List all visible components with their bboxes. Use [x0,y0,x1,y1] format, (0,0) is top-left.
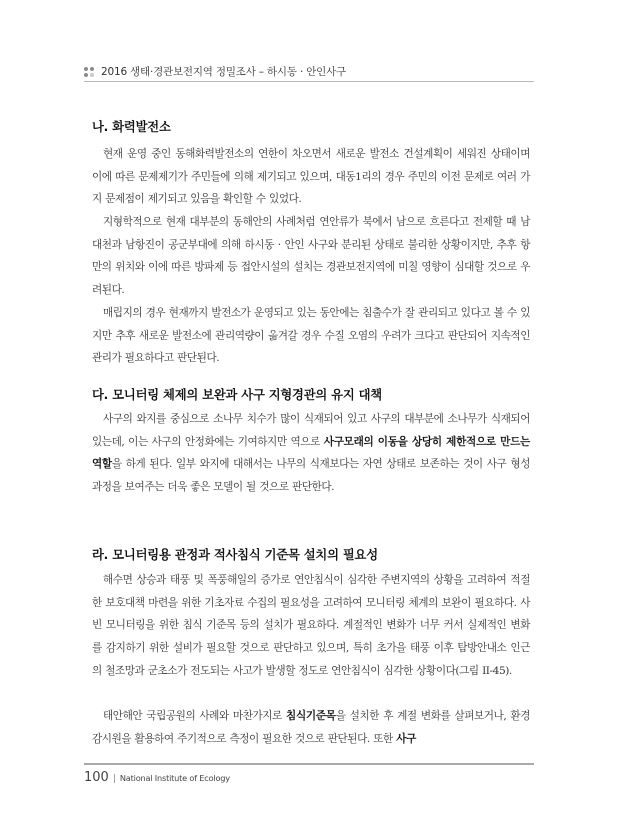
body-text: 사구의 와지를 중심으로 소나무 치수가 많이 식재되어 있고 사구의 대부분에 소나무가 식재되어 있는데, 이는 사구의 안정화에는 기여하지만 역으로 [92,413,530,448]
footer-separator: | [112,774,116,784]
header-dots-icon [84,67,94,77]
paragraph [92,302,530,370]
paragraph [92,705,530,750]
header-title: 2016 생태·경관보전지역 정밀조사 – 하시동 · 안인사구 [101,66,346,78]
body-text: 을 하게 된다. 일부 와지에 대해서는 나무의 식재보다는 자연 상태로 보존하는 것이 사구 형성과정을 보여주는 더욱 좋은 모델이 될 것으로 판단한다. [92,458,530,494]
paragraph [92,143,530,211]
body-text: 매립지의 경우 현재까지 발전소가 운영되고 있는 동안에는 침출수가 잘 관리되고 있다고 볼 수 있지만 추후 새로운 발전소에 관리역량이 옮겨갈 경우 수질 오염의 우려가 크다고 판단되어 지속적인 관리가 필요하다고 판단된다. [92,307,530,365]
section-heading-monitoring: 다. 모니터링 체제의 보완과 사구 지형경관의 유지 대책 [92,388,382,402]
emphasis-text: 사구모래의 이동을 상당히 제한적으로 만드는 역할 [92,435,530,471]
header-divider [84,81,534,82]
body-text: 지형학적으로 현재 대부분의 동해안의 사례처럼 연안류가 북에서 남으로 흐른다고 전제할 때 남대천과 남항진이 공군부대에 의해 하시동 · 안인 사구와 분리된 상태로 불리한 상황이지만, 추후 항만의 위치와 이에 따른 방파제 등 접안시설의 설치는 경관보전지역에 미칠 영향이 심대할 것으로 우려된다. [92,216,530,297]
institute-name: National Institute of Ecology [119,773,230,783]
paragraph [92,569,530,683]
emphasis-text: 침식기준목 [286,710,336,722]
paragraph [92,211,530,302]
section-heading-power-plant: 나. 화력발전소 [92,120,171,134]
page-number: 100 [84,770,109,785]
page-footer [84,770,230,785]
footer-divider [84,763,534,765]
paragraph [92,408,530,499]
section-heading-erosion-markers: 라. 모니터링용 관정과 적사침식 기준목 설치의 필요성 [92,548,378,562]
body-text: 을 설치한 후 계절 변화를 살펴보거나, 환경감시원을 활용하여 주기적으로 측정이 필요한 것으로 판단된다. 또한 [92,710,530,745]
body-text: 태안해안 국립공원의 사례와 마찬가지로 [103,710,287,722]
body-text: 해수면 상승과 태풍 및 폭풍해일의 증가로 연안침식이 심각한 주변지역의 상황을 고려하여 적절한 보호대책 마련을 위한 기초자료 수집의 필요성을 고려하여 모니터링 체계의 보완이 필요하다. 사빈 모니터링을 위한 침식 기준목 등의 설치가 필요하다. 계절적인 변화가 너무 커서 실제적인 변화를 감지하기 위한 설비가 필요할 것으로 판단하고 있으며, 특히 초가을 태풍 이후 탐방안내소 인근의 철조망과 군초소가 전도되는 사고가 발생할 정도로 연안침식이 심각한 상황이다(그림 II-45). [92,574,530,677]
running-header [84,64,534,79]
body-text: 현재 운영 중인 동해화력발전소의 연한이 차오면서 새로운 발전소 건설계획이 세워진 상태이며 이에 따른 문제제기가 주민들에 의해 제기되고 있으며, 대동1리의 경우 주민의 이전 문제로 여러 가지 문제점이 제기되고 있음을 확인할 수 있었다. [92,148,530,206]
emphasis-text: 사구 [396,732,417,745]
